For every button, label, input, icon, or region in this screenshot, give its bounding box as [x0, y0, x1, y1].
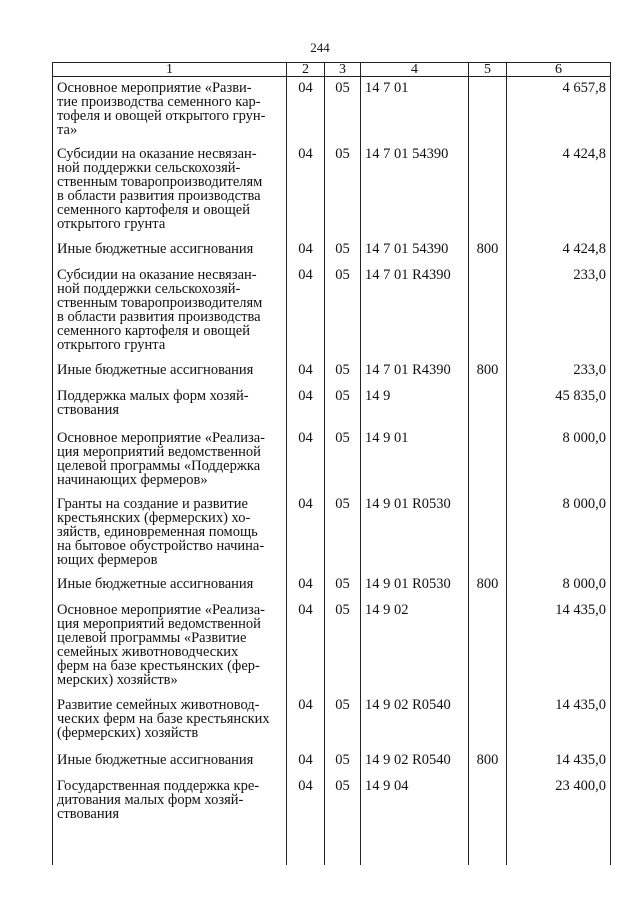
row-name-cell: Субсидии на оказание несвязан- ной поддержки сельскохозяй- ственным товаропроизводителям в области развития производства семенного картофеля и овощей открытого грунта	[53, 143, 287, 238]
subsection-cell: 05	[325, 77, 361, 143]
col-header-4: 4	[361, 63, 469, 77]
target-article-cell: 14 9 04	[361, 775, 469, 845]
section-cell: 04	[287, 599, 325, 694]
section-cell: 04	[287, 143, 325, 238]
expense-type-cell	[469, 694, 507, 749]
amount-cell: 14 435,0	[507, 599, 611, 694]
row-name-cell: Поддержка малых форм хозяй- ствования	[53, 385, 287, 427]
table-row	[53, 749, 611, 775]
amount-cell: 23 400,0	[507, 775, 611, 845]
col-header-1: 1	[53, 63, 287, 77]
table-row	[53, 427, 611, 493]
filler-cell	[469, 845, 507, 865]
subsection-cell: 05	[325, 264, 361, 359]
budget-table	[52, 62, 611, 865]
table-row	[53, 573, 611, 599]
amount-cell: 4 657,8	[507, 77, 611, 143]
row-name-cell: Гранты на создание и развитие крестьянских (фермерских) хо- зяйств, единовременная помощь на бытовое обустройство начина- ющих фермеров	[53, 493, 287, 573]
amount-cell: 8 000,0	[507, 427, 611, 493]
section-cell: 04	[287, 427, 325, 493]
filler-cell	[53, 845, 287, 865]
expense-type-cell: 800	[469, 238, 507, 264]
row-name-cell: Основное мероприятие «Разви- тие производства семенного кар- тофеля и овощей открытого грун- та»	[53, 77, 287, 143]
section-cell: 04	[287, 385, 325, 427]
target-article-cell: 14 7 01 54390	[361, 143, 469, 238]
col-header-5: 5	[469, 63, 507, 77]
expense-type-cell	[469, 427, 507, 493]
row-name-cell: Иные бюджетные ассигнования	[53, 573, 287, 599]
target-article-cell: 14 9 01	[361, 427, 469, 493]
expense-type-cell	[469, 775, 507, 845]
table-row	[53, 238, 611, 264]
expense-type-cell: 800	[469, 749, 507, 775]
expense-type-cell	[469, 143, 507, 238]
amount-cell: 233,0	[507, 359, 611, 385]
col-header-2: 2	[287, 63, 325, 77]
amount-cell: 4 424,8	[507, 238, 611, 264]
section-cell: 04	[287, 264, 325, 359]
row-name-cell: Иные бюджетные ассигнования	[53, 238, 287, 264]
expense-type-cell: 800	[469, 573, 507, 599]
target-article-cell: 14 7 01 54390	[361, 238, 469, 264]
target-article-cell: 14 9 02 R0540	[361, 694, 469, 749]
table-row	[53, 264, 611, 359]
expense-type-cell: 800	[469, 359, 507, 385]
section-cell: 04	[287, 694, 325, 749]
amount-cell: 14 435,0	[507, 749, 611, 775]
section-cell: 04	[287, 749, 325, 775]
amount-cell: 14 435,0	[507, 694, 611, 749]
subsection-cell: 05	[325, 427, 361, 493]
expense-type-cell	[469, 77, 507, 143]
expense-type-cell	[469, 264, 507, 359]
subsection-cell: 05	[325, 573, 361, 599]
section-cell: 04	[287, 775, 325, 845]
row-name-cell: Иные бюджетные ассигнования	[53, 749, 287, 775]
row-name-cell: Субсидии на оказание несвязан- ной поддержки сельскохозяй- ственным товаропроизводителям в области развития производства семенного картофеля и овощей открытого грунта	[53, 264, 287, 359]
row-name-cell: Иные бюджетные ассигнования	[53, 359, 287, 385]
section-cell: 04	[287, 77, 325, 143]
row-name-cell: Государственная поддержка кре- дитования малых форм хозяй- ствования	[53, 775, 287, 845]
row-name-cell: Основное мероприятие «Реализа- ция мероприятий ведомственной целевой программы «Поддержка начинающих фермеров»	[53, 427, 287, 493]
subsection-cell: 05	[325, 143, 361, 238]
expense-type-cell	[469, 493, 507, 573]
target-article-cell: 14 9 01 R0530	[361, 573, 469, 599]
subsection-cell: 05	[325, 749, 361, 775]
expense-type-cell	[469, 385, 507, 427]
filler-cell	[325, 845, 361, 865]
table-row	[53, 359, 611, 385]
subsection-cell: 05	[325, 493, 361, 573]
target-article-cell: 14 9 02 R0540	[361, 749, 469, 775]
page-number: 244	[310, 40, 330, 55]
subsection-cell: 05	[325, 694, 361, 749]
filler-cell	[507, 845, 611, 865]
amount-cell: 4 424,8	[507, 143, 611, 238]
filler-cell	[287, 845, 325, 865]
section-cell: 04	[287, 493, 325, 573]
subsection-cell: 05	[325, 359, 361, 385]
table-row	[53, 493, 611, 573]
table-row	[53, 775, 611, 845]
amount-cell: 233,0	[507, 264, 611, 359]
subsection-cell: 05	[325, 238, 361, 264]
filler-cell	[361, 845, 469, 865]
target-article-cell: 14 7 01 R4390	[361, 264, 469, 359]
table-filler-row	[53, 845, 611, 865]
table-row	[53, 385, 611, 427]
section-cell: 04	[287, 238, 325, 264]
header-row	[53, 63, 611, 77]
subsection-cell: 05	[325, 599, 361, 694]
target-article-cell: 14 7 01	[361, 77, 469, 143]
expense-type-cell	[469, 599, 507, 694]
target-article-cell: 14 7 01 R4390	[361, 359, 469, 385]
row-name-cell: Развитие семейных животновод- ческих ферм на базе крестьянских (фермерских) хозяйств	[53, 694, 287, 749]
amount-cell: 8 000,0	[507, 493, 611, 573]
section-cell: 04	[287, 573, 325, 599]
table-row	[53, 77, 611, 143]
amount-cell: 8 000,0	[507, 573, 611, 599]
target-article-cell: 14 9 02	[361, 599, 469, 694]
subsection-cell: 05	[325, 385, 361, 427]
col-header-3: 3	[325, 63, 361, 77]
row-name-cell: Основное мероприятие «Реализа- ция мероприятий ведомственной целевой программы «Развитие семейных животноводческих ферм на базе крестьянских (фер- мерских) хозяйств»	[53, 599, 287, 694]
amount-cell: 45 835,0	[507, 385, 611, 427]
target-article-cell: 14 9	[361, 385, 469, 427]
target-article-cell: 14 9 01 R0530	[361, 493, 469, 573]
table-row	[53, 143, 611, 238]
section-cell: 04	[287, 359, 325, 385]
subsection-cell: 05	[325, 775, 361, 845]
table-row	[53, 599, 611, 694]
table-row	[53, 694, 611, 749]
col-header-6: 6	[507, 63, 611, 77]
